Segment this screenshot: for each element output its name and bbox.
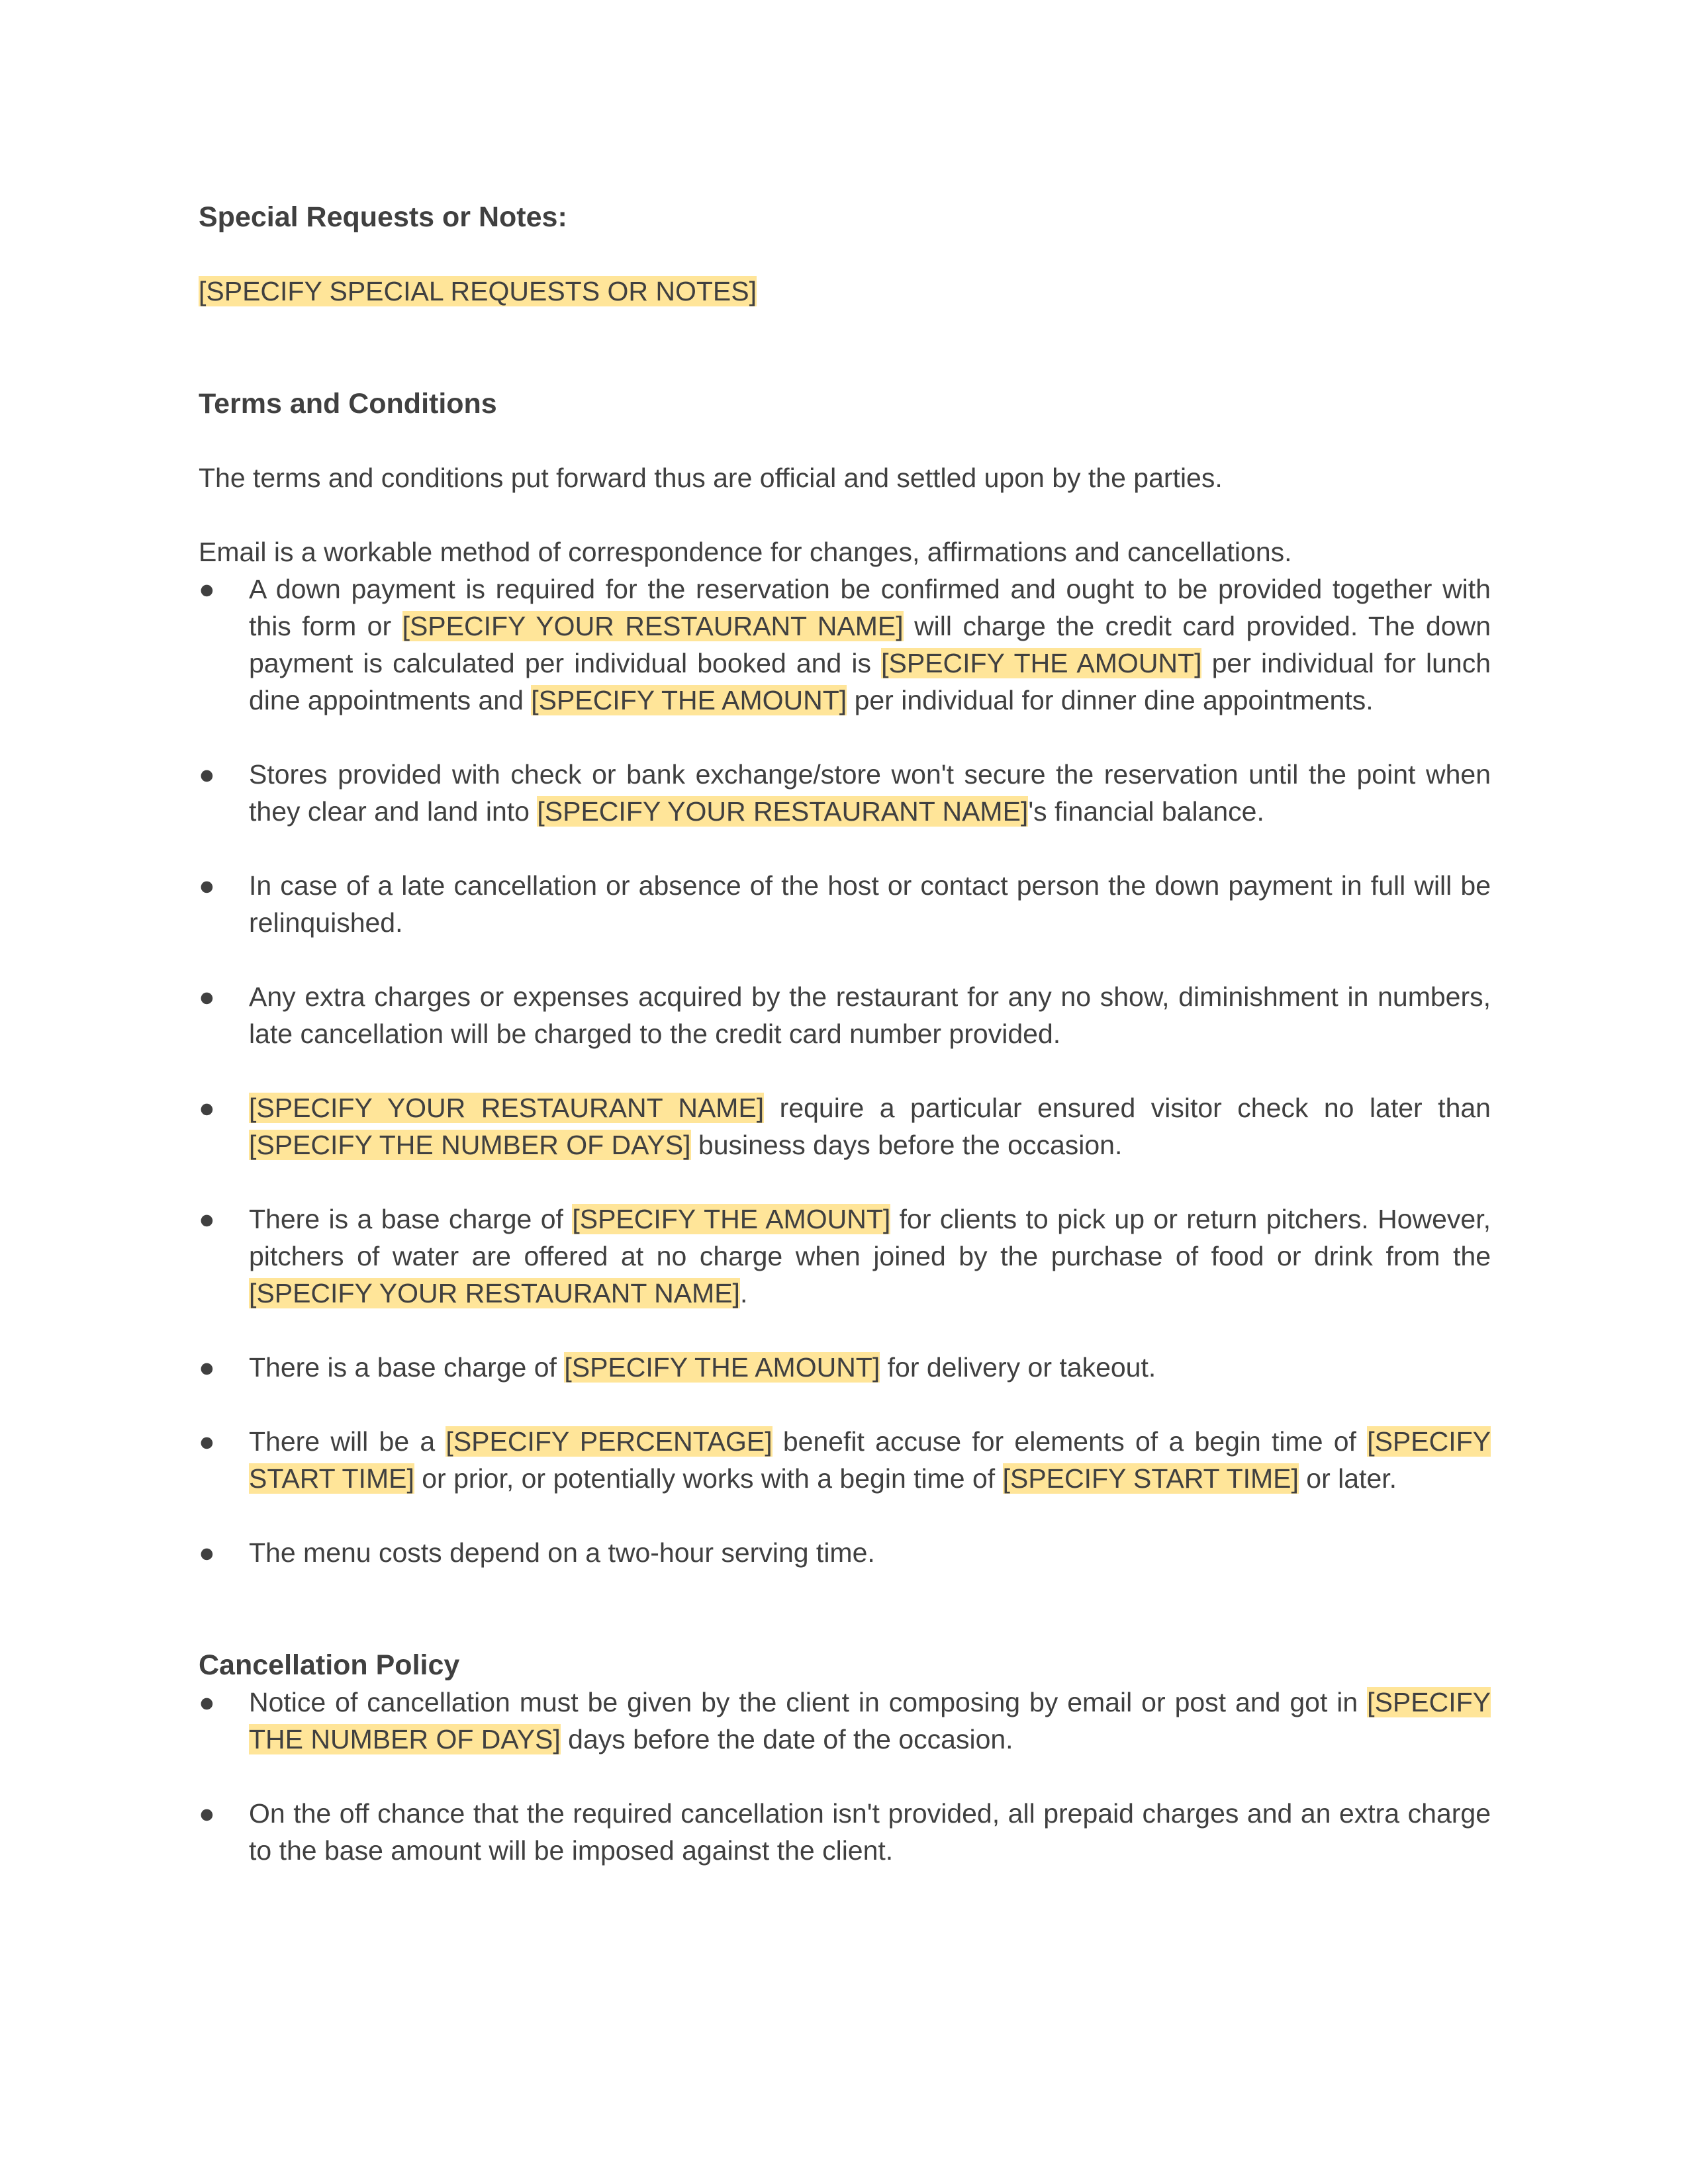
item-text: There is a base charge of: [249, 1204, 573, 1234]
item-text: for delivery or takeout.: [880, 1352, 1156, 1383]
cancellation-list: [199, 1684, 1491, 1869]
list-item: [199, 978, 1491, 1052]
item-text: Stores provided with check or bank exchange/store won't secure the reservation until the point when they clear and land into: [249, 759, 1491, 827]
bullet-icon: ●: [199, 870, 215, 901]
terms-list: [199, 570, 1491, 1571]
item-text: The menu costs depend on a two-hour serving time.: [249, 1537, 875, 1568]
item-text: There will be a: [249, 1426, 446, 1457]
item-text: for clients to pick up or return pitchers. However, pitchers of water are offered at no charge when joined by the purchase of food or drink from the: [249, 1204, 1491, 1271]
bullet-icon: ●: [199, 759, 215, 790]
list-item: [199, 1534, 1491, 1571]
list-item: [199, 1089, 1491, 1163]
terms-heading: Terms and Conditions: [199, 388, 497, 420]
placeholder-amount: [SPECIFY THE AMOUNT]: [881, 648, 1202, 678]
placeholder-start-time: [SPECIFY START TIME]: [249, 1426, 1491, 1494]
terms-paragraph-2: Email is a workable method of correspondence for changes, affirmations and cancellations.: [199, 537, 1292, 567]
item-text: or prior, or potentially works with a begin time of: [414, 1463, 1003, 1494]
bullet-icon: ●: [199, 1687, 215, 1717]
item-text: In case of a late cancellation or absence of the host or contact person the down payment in full will be relinquished.: [249, 870, 1491, 938]
placeholder-start-time: [SPECIFY START TIME]: [1002, 1463, 1299, 1494]
list-item: [199, 1349, 1491, 1386]
list-item: [199, 1684, 1491, 1758]
special-requests-field: [199, 273, 1491, 310]
list-item: [199, 1795, 1491, 1869]
bullet-icon: ●: [199, 574, 215, 604]
placeholder-amount: [SPECIFY THE AMOUNT]: [564, 1352, 880, 1383]
special-requests-heading: Special Requests or Notes:: [199, 201, 567, 233]
item-text: .: [739, 1278, 748, 1308]
item-text: or later.: [1298, 1463, 1397, 1494]
list-item: [199, 756, 1491, 830]
special-requests-placeholder: [SPECIFY SPECIAL REQUESTS OR NOTES]: [199, 276, 757, 306]
item-text: Notice of cancellation must be given by the client in composing by email or post and got in: [249, 1687, 1368, 1717]
placeholder-number-of-days: [SPECIFY THE NUMBER OF DAYS]: [249, 1130, 691, 1160]
item-text: benefit accuse for elements of a begin time of: [772, 1426, 1368, 1457]
bullet-icon: ●: [199, 981, 215, 1012]
placeholder-restaurant-name: [SPECIFY YOUR RESTAURANT NAME]: [402, 611, 904, 641]
item-text: 's financial balance.: [1028, 796, 1264, 827]
bullet-icon: ●: [199, 1426, 215, 1457]
item-text: On the off chance that the required cancellation isn't provided, all prepaid charges and an extra charge to the base amount will be imposed against the client.: [249, 1798, 1491, 1866]
placeholder-amount: [SPECIFY THE AMOUNT]: [531, 685, 847, 715]
item-text: require a particular ensured visitor check no later than: [764, 1093, 1491, 1123]
item-text: will charge the credit card provided. The down payment is calculated per individual booked and is: [249, 611, 1491, 678]
document-page: [199, 199, 1491, 1869]
bullet-icon: ●: [199, 1204, 215, 1234]
placeholder-number-of-days: [SPECIFY THE NUMBER OF DAYS]: [249, 1687, 1491, 1754]
list-item: [199, 1201, 1491, 1312]
item-text: business days before the occasion.: [690, 1130, 1123, 1160]
item-text: per individual for dinner dine appointments.: [847, 685, 1374, 715]
list-item: [199, 867, 1491, 941]
bullet-icon: ●: [199, 1352, 215, 1383]
terms-paragraph-1: The terms and conditions put forward thus are official and settled upon by the parties.: [199, 463, 1223, 493]
bullet-icon: ●: [199, 1798, 215, 1829]
list-item: [199, 570, 1491, 719]
item-text: There is a base charge of: [249, 1352, 565, 1383]
item-text: days before the date of the occasion.: [560, 1724, 1013, 1754]
placeholder-percentage: [SPECIFY PERCENTAGE]: [445, 1426, 773, 1457]
item-text: per individual for lunch dine appointments and: [249, 648, 1491, 715]
cancellation-heading: Cancellation Policy: [199, 1649, 460, 1681]
item-text: A down payment is required for the reservation be confirmed and ought to be provided together with this form or: [249, 574, 1491, 641]
placeholder-restaurant-name: [SPECIFY YOUR RESTAURANT NAME]: [537, 796, 1029, 827]
placeholder-amount: [SPECIFY THE AMOUNT]: [572, 1204, 891, 1234]
placeholder-restaurant-name: [SPECIFY YOUR RESTAURANT NAME]: [249, 1093, 765, 1123]
placeholder-restaurant-name: [SPECIFY YOUR RESTAURANT NAME]: [249, 1278, 740, 1308]
item-text: Any extra charges or expenses acquired by the restaurant for any no show, diminishment in numbers, late cancellation will be charged to the credit card number provided.: [249, 981, 1491, 1049]
bullet-icon: ●: [199, 1537, 215, 1568]
list-item: [199, 1423, 1491, 1497]
bullet-icon: ●: [199, 1093, 215, 1123]
